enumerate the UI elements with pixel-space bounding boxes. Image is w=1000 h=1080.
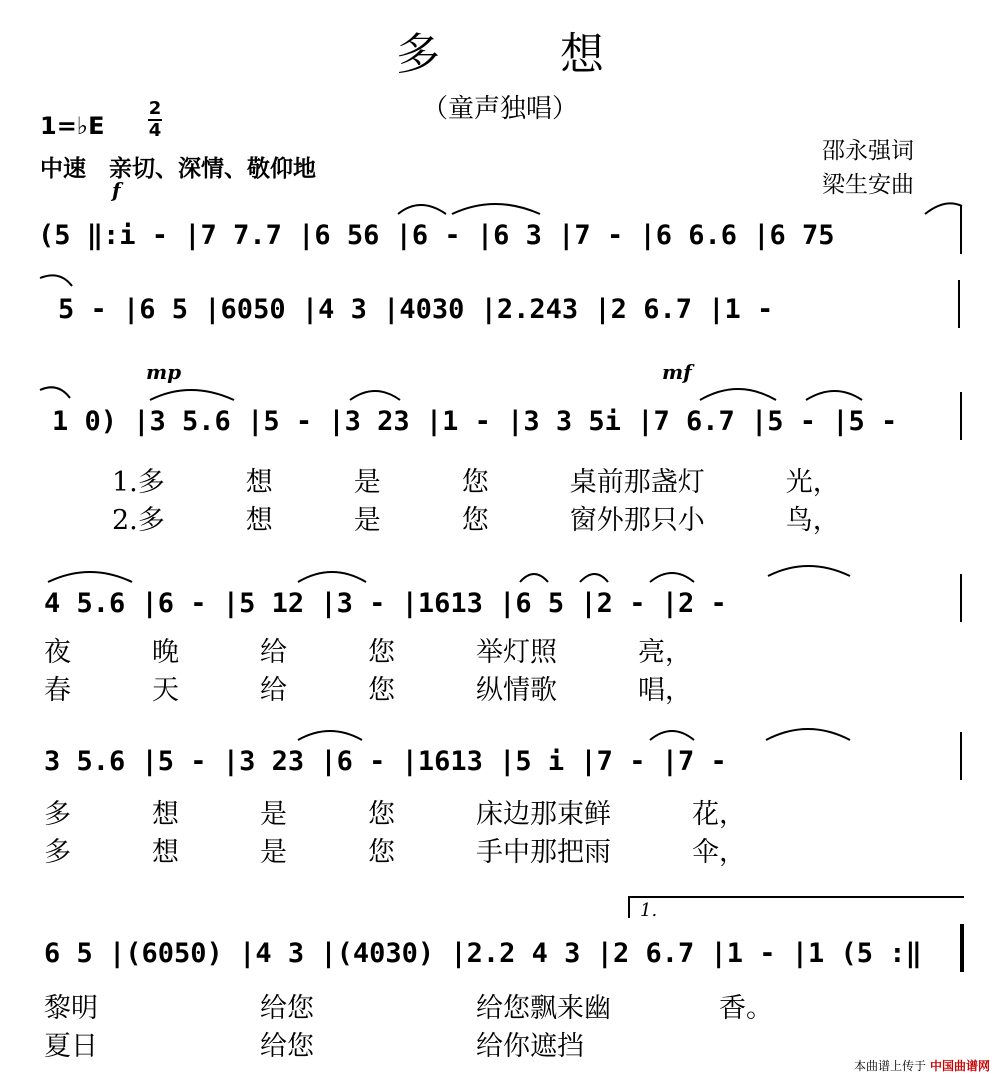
footer-brand-logo: 中国曲谱网	[929, 1059, 990, 1073]
lyric-verse2-line3: 多 想 是 您 手中那把雨 伞，	[44, 837, 746, 868]
lyric-verse1-line1: 1.多 想 是 您 桌前那盏灯 光，	[112, 467, 840, 498]
score-line-6: 6 5 |(6050) |4 3 |(4030) |2.2 4 3 |2 6.7 |1 - |1 (5 :‖	[44, 938, 922, 969]
lyric-verse1-line3: 多 想 是 您 床边那束鲜 花，	[44, 799, 746, 830]
time-signature-upper: 2	[148, 98, 162, 119]
key-signature: 1=♭E	[40, 112, 105, 140]
score-line-1: (5 ‖:i - |7 7.7 |6 56 |6 - |6 3 |7 - |6 6.6 |6 75	[38, 220, 835, 251]
dynamic-mezzo-piano: mp	[146, 360, 182, 384]
tempo-marking: 中速 亲切、深情、敬仰地	[40, 156, 316, 182]
dynamic-mezzo-forte: mf	[662, 360, 692, 384]
time-signature-lower: 4	[148, 120, 162, 141]
dynamic-forte: f	[112, 178, 121, 202]
subtitle: （童声独唱）	[421, 94, 578, 124]
footer-prefix: 本曲谱上传于	[853, 1059, 926, 1073]
lyric-verse2-line1: 2.多 想 是 您 窗外那只小 鸟，	[112, 505, 840, 536]
composer: 梁生安曲	[822, 172, 914, 198]
score-line-4: 4 5.6 |6 - |5 12 |3 - |1613 |6 5 |2 - |2 -	[44, 588, 727, 619]
page-title: 多想	[396, 29, 724, 80]
score-line-3: 1 0) |3 5.6 |5 - |3 23 |1 - |3 3 5i |7 6.7 |5 - |5 -	[52, 406, 898, 437]
lyricist: 邵永强词	[822, 138, 914, 164]
lyric-verse1-line4: 黎明 给您 给您飘来幽 香。	[44, 993, 773, 1024]
lyric-verse2-line2: 春 天 给 您 纵情歌 唱，	[44, 675, 692, 706]
lyric-verse1-line2: 夜 晚 给 您 举灯照 亮，	[44, 637, 692, 668]
score-line-5: 3 5.6 |5 - |3 23 |6 - |1613 |5 i |7 - |7 -	[44, 746, 727, 777]
score-line-2: 5 - |6 5 |6050 |4 3 |4030 |2.243 |2 6.7 |1 -	[58, 294, 774, 325]
first-ending-label: 1.	[640, 900, 658, 921]
footer-credit	[854, 1057, 990, 1074]
lyric-verse2-line4: 夏日 给您 给你遮挡	[44, 1031, 584, 1062]
